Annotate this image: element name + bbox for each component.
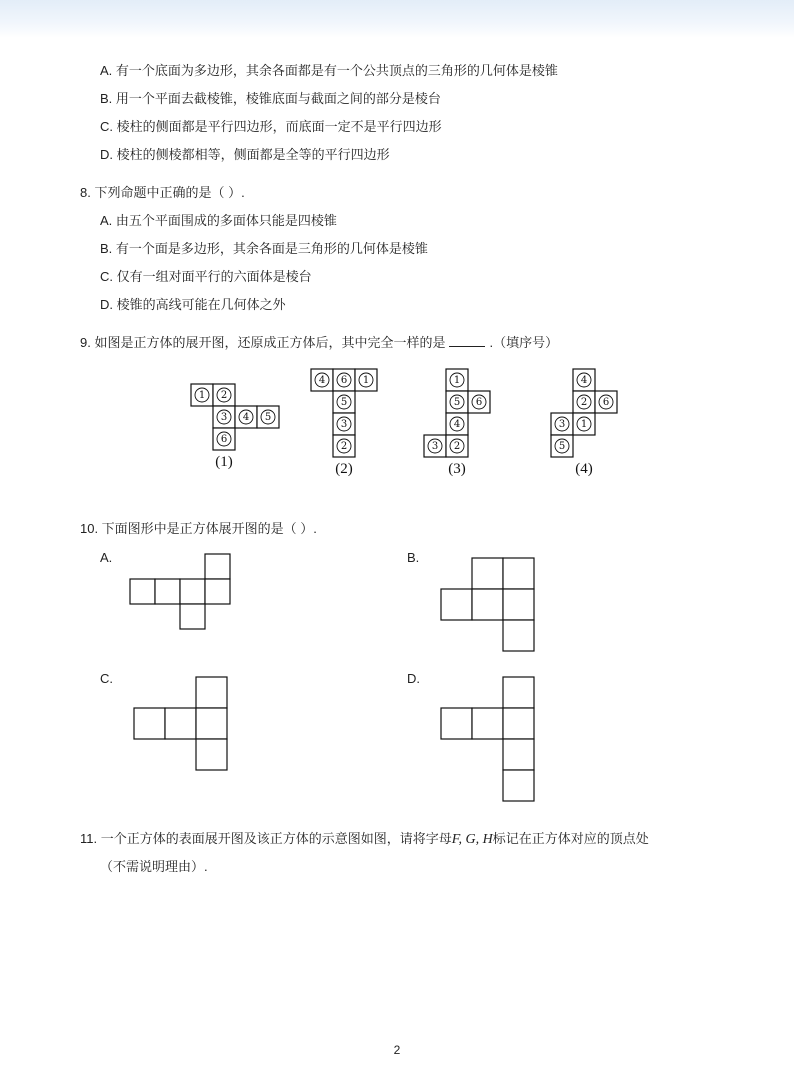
cell-number: 4 xyxy=(318,375,326,386)
q9-figure-3 xyxy=(423,368,503,488)
net-square xyxy=(441,708,472,739)
q11-stem-line2: （不需说明理由）. xyxy=(100,859,208,874)
cell-number: 6 xyxy=(220,434,228,445)
q8-option-c: C. 仅有一组对面平行的六面体是棱台 xyxy=(100,269,312,284)
cell-number: 2 xyxy=(220,390,228,401)
net-cell xyxy=(213,428,235,450)
cell-number: 6 xyxy=(340,375,348,386)
net-cell xyxy=(333,391,355,413)
cell-number: 4 xyxy=(580,375,588,386)
q10-figure-a xyxy=(129,553,239,633)
net-cell xyxy=(424,435,446,457)
q9-stem xyxy=(80,335,558,351)
cell-number: 2 xyxy=(580,397,588,408)
net-square xyxy=(180,604,205,629)
net-cell xyxy=(573,391,595,413)
figure-caption: (4) xyxy=(575,461,593,477)
net-cell xyxy=(551,435,573,457)
net-cell xyxy=(311,369,333,391)
net-cell xyxy=(235,406,257,428)
cell-number: 1 xyxy=(453,375,461,386)
figure-caption: (2) xyxy=(335,461,353,477)
q10-stem: 10. 下面图形中是正方体展开图的是（ ）. xyxy=(80,521,317,536)
net-cell xyxy=(257,406,279,428)
cell-number: 3 xyxy=(431,441,439,452)
net-cell xyxy=(213,384,235,406)
net-cell xyxy=(573,369,595,391)
q8-option-d: D. 棱锥的高线可能在几何体之外 xyxy=(100,297,286,312)
q9-stem-text: 9. 如图是正方体的展开图，还原成正方体后，其中完全一样的是 xyxy=(80,335,446,350)
net-square xyxy=(503,677,534,708)
q9-figure-1 xyxy=(190,383,290,493)
q9-figure-2 xyxy=(310,368,390,488)
net-square xyxy=(472,589,503,620)
q10-figure-b xyxy=(440,557,540,657)
net-square xyxy=(134,708,165,739)
net-cell xyxy=(446,369,468,391)
net-cell xyxy=(468,391,490,413)
cell-number: 3 xyxy=(340,419,348,430)
net-square xyxy=(472,558,503,589)
net-cell xyxy=(333,435,355,457)
cell-number: 1 xyxy=(198,390,206,401)
net-square xyxy=(503,589,534,620)
page-number: 2 xyxy=(393,1043,401,1057)
net-square xyxy=(441,589,472,620)
q7-option-c: C. 棱柱的侧面都是平行四边形，而底面一定不是平行四边形 xyxy=(100,119,442,134)
net-square xyxy=(472,708,503,739)
cell-number: 1 xyxy=(580,419,588,430)
net-square xyxy=(503,620,534,651)
q9-stem-suffix: .（填序号） xyxy=(489,335,559,350)
q10-label-d: D. xyxy=(407,671,420,686)
cell-number: 6 xyxy=(602,397,610,408)
net-square xyxy=(165,708,196,739)
net-square xyxy=(503,770,534,801)
cell-number: 3 xyxy=(220,412,228,423)
net-square xyxy=(180,579,205,604)
q8-stem: 8. 下列命题中正确的是（ ）. xyxy=(80,185,245,200)
net-cell xyxy=(595,391,617,413)
cell-number: 5 xyxy=(558,441,566,452)
cell-number: 5 xyxy=(453,397,461,408)
cell-number: 2 xyxy=(453,441,461,452)
net-cell xyxy=(446,413,468,435)
cell-number: 1 xyxy=(362,375,370,386)
net-cell xyxy=(213,406,235,428)
q10-figure-c xyxy=(133,676,233,776)
net-cell xyxy=(333,413,355,435)
cell-number: 2 xyxy=(340,441,348,452)
q11-text-before: 11. 一个正方体的表面展开图及该正方体的示意图如图，请将字母 xyxy=(80,831,452,846)
net-square xyxy=(503,558,534,589)
net-cell xyxy=(333,369,355,391)
q7-option-a: A. 有一个底面为多边形，其余各面都是有一个公共顶点的三角形的几何体是棱锥 xyxy=(100,63,558,78)
cell-number: 5 xyxy=(340,397,348,408)
figure-caption: (3) xyxy=(448,461,466,477)
q10-label-c: C. xyxy=(100,671,113,686)
q11-letters: F, G, H xyxy=(451,832,493,847)
q10-label-b: B. xyxy=(407,550,420,565)
net-square xyxy=(196,739,227,770)
q10-figure-d xyxy=(440,676,540,806)
net-square xyxy=(205,554,230,579)
q8-option-a: A. 由五个平面围成的多面体只能是四棱锥 xyxy=(100,213,337,228)
q9-figure-4 xyxy=(550,368,630,493)
net-cell xyxy=(551,413,573,435)
figure-caption: (1) xyxy=(215,454,233,470)
net-cell xyxy=(355,369,377,391)
cell-number: 5 xyxy=(264,412,272,423)
q11-stem-line1 xyxy=(80,831,649,848)
cell-number: 3 xyxy=(558,419,566,430)
net-cell xyxy=(446,435,468,457)
q11-text-after: 标记在正方体对应的顶点处 xyxy=(492,831,649,846)
net-cell xyxy=(573,413,595,435)
net-cell xyxy=(191,384,213,406)
q7-option-b: B. 用一个平面去截棱锥，棱锥底面与截面之间的部分是棱台 xyxy=(100,91,441,106)
cell-number: 6 xyxy=(475,397,483,408)
answer-blank[interactable] xyxy=(449,335,485,347)
cell-number: 4 xyxy=(242,412,250,423)
q7-option-d: D. 棱柱的侧棱都相等，侧面都是全等的平行四边形 xyxy=(100,147,390,162)
header-band xyxy=(0,0,794,38)
net-square xyxy=(196,708,227,739)
net-cell xyxy=(446,391,468,413)
cell-number: 4 xyxy=(453,419,461,430)
net-square xyxy=(130,579,155,604)
net-square xyxy=(503,739,534,770)
q8-option-b: B. 有一个面是多边形，其余各面是三角形的几何体是棱锥 xyxy=(100,241,428,256)
net-square xyxy=(155,579,180,604)
net-square xyxy=(503,708,534,739)
net-square xyxy=(205,579,230,604)
q10-label-a: A. xyxy=(100,550,113,565)
net-square xyxy=(196,677,227,708)
